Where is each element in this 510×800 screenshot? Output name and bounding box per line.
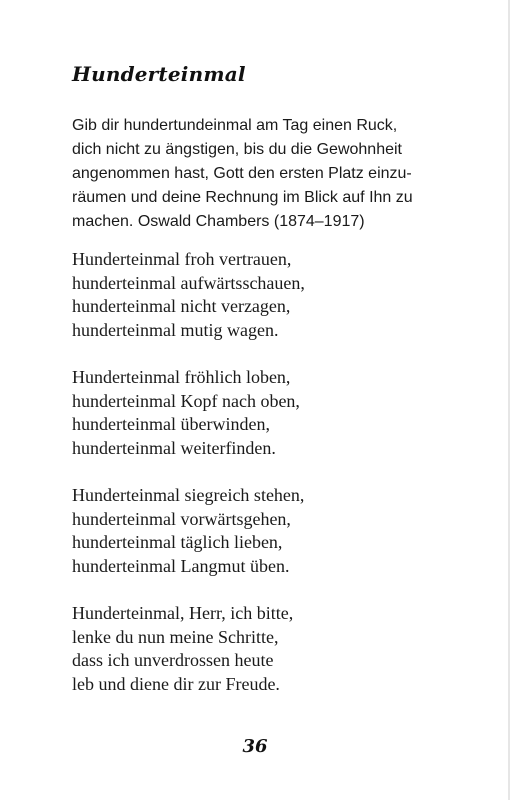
poem-line: leb und diene dir zur Freude. bbox=[72, 673, 280, 694]
page-title: Hunderteinmal bbox=[72, 62, 246, 86]
poem bbox=[72, 248, 452, 720]
stanza-4 bbox=[72, 602, 452, 696]
stanza-2 bbox=[72, 366, 452, 460]
intro-line: machen. Oswald Chambers (1874–1917) bbox=[72, 213, 365, 230]
poem-line: Hunderteinmal fröhlich loben, bbox=[72, 367, 291, 387]
poem-line: hunderteinmal überwinden, bbox=[72, 414, 270, 434]
poem-line: hunderteinmal nicht verzagen, bbox=[72, 296, 291, 316]
poem-line: Hunderteinmal froh vertrauen, bbox=[72, 249, 292, 269]
poem-line: Hunderteinmal siegreich stehen, bbox=[72, 485, 305, 505]
page-number: 36 bbox=[242, 736, 268, 757]
poem-line: hunderteinmal weiterfinden. bbox=[72, 437, 276, 458]
intro-line: angenommen hast, Gott den ersten Platz einzu- bbox=[72, 165, 412, 182]
poem-line: hunderteinmal Langmut üben. bbox=[72, 555, 290, 576]
poem-line: lenke du nun meine Schritte, bbox=[72, 626, 279, 647]
poem-line: hunderteinmal aufwärtsschauen, bbox=[72, 272, 305, 293]
stanza-3 bbox=[72, 484, 452, 578]
poem-line: hunderteinmal mutig wagen. bbox=[72, 319, 279, 340]
intro-line: Gib dir hundertundeinmal am Tag einen Ruck, bbox=[72, 117, 398, 134]
poem-line: hunderteinmal Kopf nach oben, bbox=[72, 390, 300, 411]
poem-line: dass ich unverdrossen heute bbox=[72, 650, 274, 670]
intro-line: räumen und deine Rechnung im Blick auf Ihn zu bbox=[72, 189, 413, 206]
stanza-1 bbox=[72, 248, 452, 342]
intro-line: dich nicht zu ängstigen, bis du die Gewohnheit bbox=[72, 141, 402, 158]
poem-line: Hunderteinmal, Herr, ich bitte, bbox=[72, 603, 294, 623]
poem-line: hunderteinmal täglich lieben, bbox=[72, 532, 283, 552]
poem-line: hunderteinmal vorwärtsgehen, bbox=[72, 508, 291, 529]
intro-quote bbox=[72, 114, 444, 234]
